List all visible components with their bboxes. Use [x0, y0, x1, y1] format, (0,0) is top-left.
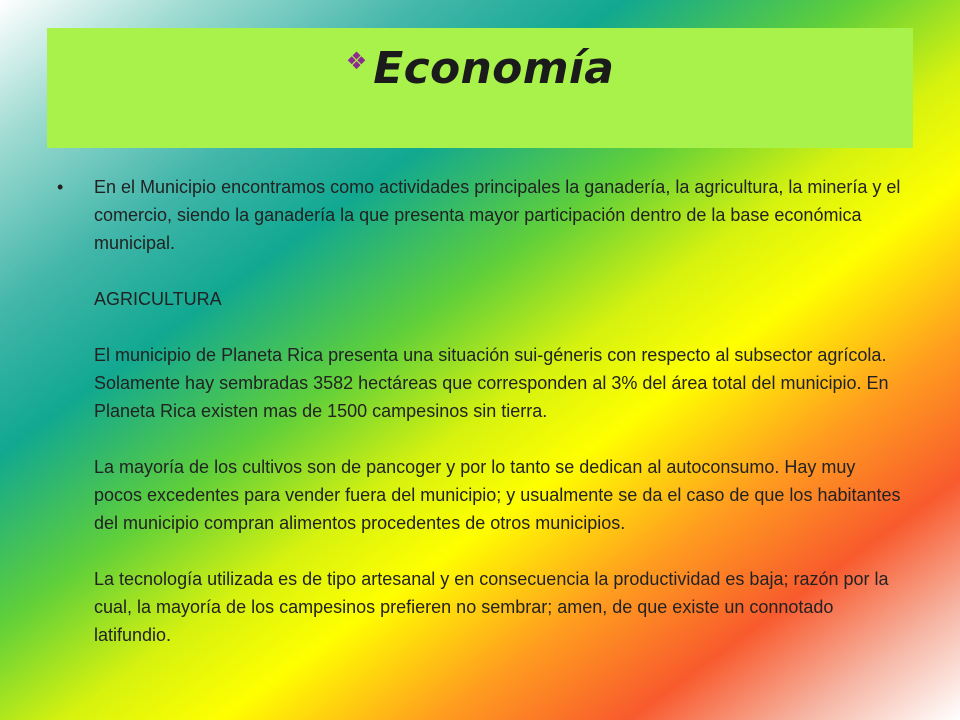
content-area — [57, 173, 907, 713]
paragraph-gap — [94, 425, 907, 453]
slide-title: Economía — [373, 43, 615, 94]
paragraph-gap — [94, 257, 907, 285]
crops-paragraph: La mayoría de los cultivos son de pancoger y por lo tanto se dedican al autoconsumo. Hay muy pocos excedentes para vender fuera del municipio; y usualmente se da el caso de que los habitantes del municipio compran alimentos procedentes de otros municipios. — [94, 457, 901, 533]
title-box — [47, 28, 913, 148]
title-line — [346, 45, 614, 93]
paragraph-gap — [94, 313, 907, 341]
bullet-item — [57, 173, 907, 649]
technology-paragraph: La tecnología utilizada es de tipo artesanal y en consecuencia la productividad es baja; razón por la cual, la mayoría de los campesinos prefieren no sembrar; amen, de que existe un connotado latifundio. — [94, 569, 889, 645]
diamond-bullet-icon: ❖ — [345, 47, 368, 76]
section-heading: AGRICULTURA — [94, 289, 222, 309]
paragraph-gap — [94, 537, 907, 565]
bullet-list — [57, 173, 907, 649]
intro-paragraph: En el Municipio encontramos como actividades principales la ganadería, la agricultura, la minería y el comercio, siendo la ganadería la que presenta mayor participación dentro de la base económica municipal. — [94, 177, 901, 253]
bullet-mark: • — [57, 177, 64, 197]
agriculture-paragraph: El municipio de Planeta Rica presenta una situación sui-géneris con respecto al subsector agrícola. Solamente hay sembradas 3582 hectáreas que corresponden al 3% del área total del municipio. En Planeta Rica existen mas de 1500 campesinos sin tierra. — [94, 345, 889, 421]
